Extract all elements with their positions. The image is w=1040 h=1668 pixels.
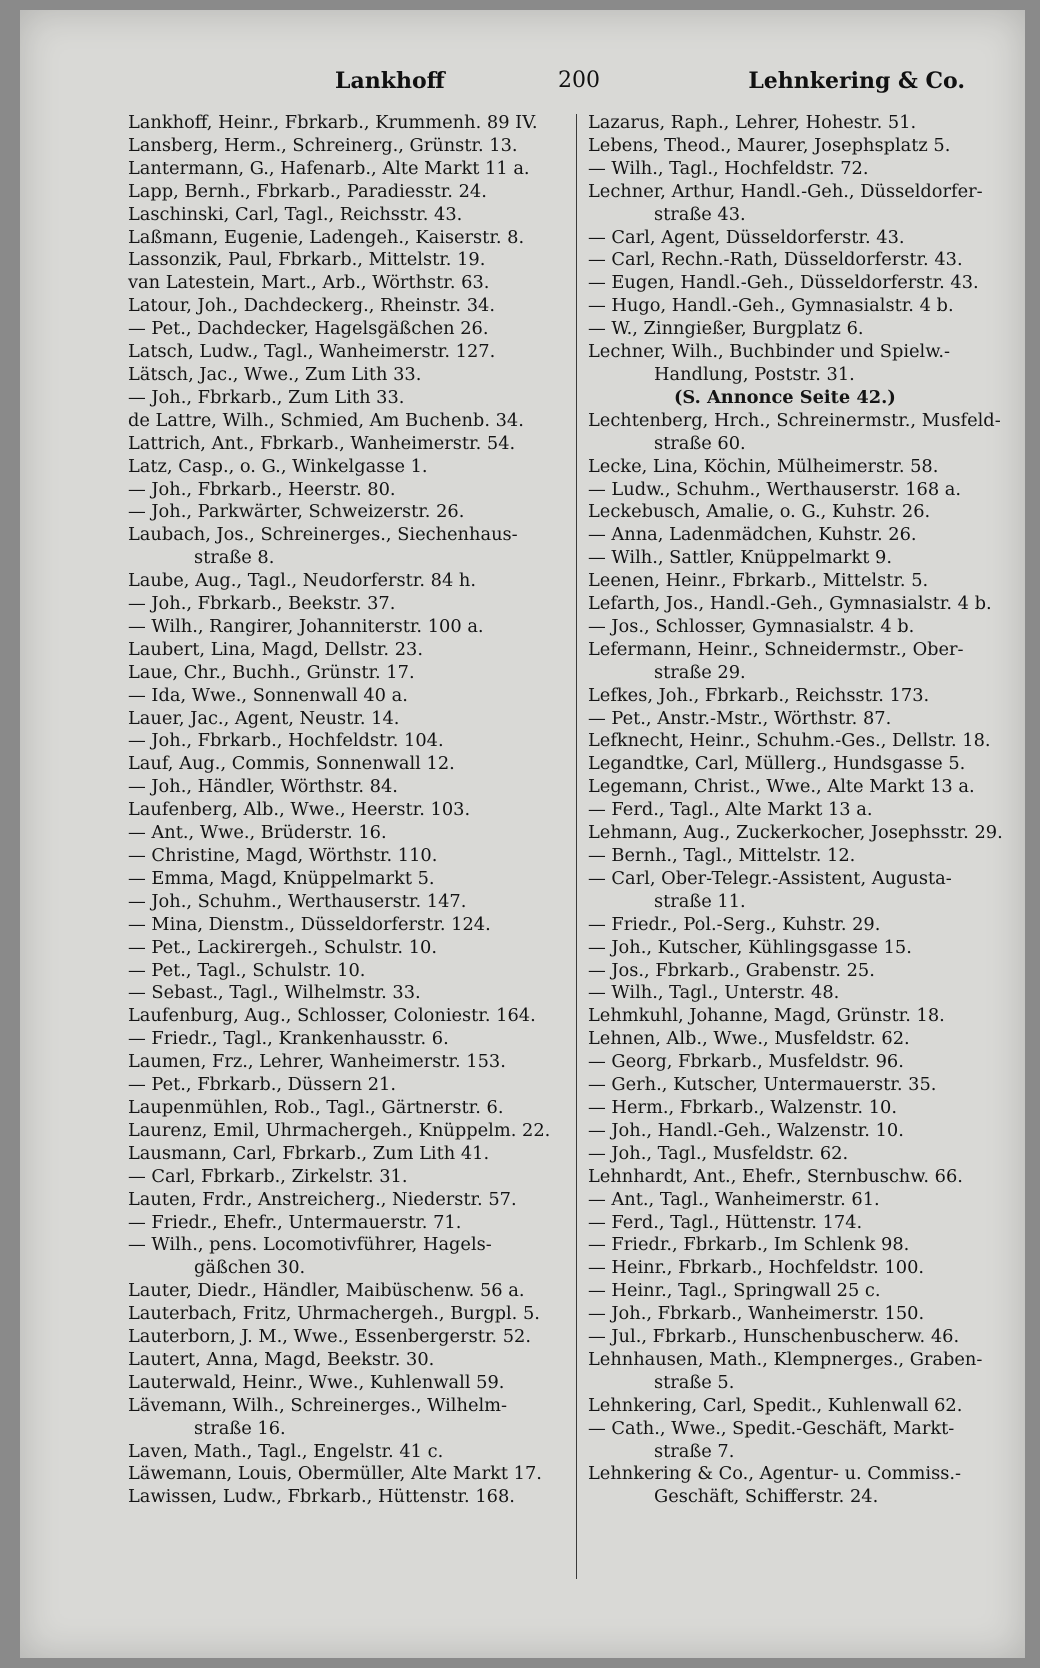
directory-entry: — Carl, Agent, Düsseldorferstr. 43. [588,226,905,248]
directory-entry: — Joh., Tagl., Musfeldstr. 62. [588,1142,849,1164]
directory-entry: Läwemann, Louis, Obermüller, Alte Markt 17. [128,1463,542,1485]
directory-entry: — Christine, Magd, Wörthstr. 110. [128,845,438,866]
directory-entry: Lankhoff, Heinr., Fbrkarb., Krummenh. 89 IV. [128,112,538,133]
directory-entry: — Anna, Ladenmädchen, Kuhstr. 26. [588,524,917,546]
directory-entry: — Carl, Rechn.-Rath, Düsseldorferstr. 43. [588,249,963,271]
directory-entry: — Joh., Parkwärter, Schweizerstr. 26. [128,501,465,523]
directory-entry: — Ida, Wwe., Sonnenwall 40 a. [128,684,408,706]
directory-entry: Lechner, Arthur, Handl.-Geh., Düsseldorfer- [588,180,983,202]
column-divider [576,114,577,1579]
entry-continuation: straße 11. [654,890,746,912]
directory-entry: — Wilh., Sattler, Knüppelmarkt 9. [588,547,892,569]
directory-entry: Lechner, Wilh., Buchbinder und Spielw.- [588,341,950,363]
directory-entry: Laufenburg, Aug., Schlosser, Coloniestr. 164. [128,1005,536,1027]
entry-continuation: Geschäft, Schifferstr. 24. [654,1486,879,1508]
directory-entry: — Ferd., Tagl., Alte Markt 13 a. [588,799,873,821]
directory-entry: — Sebast., Tagl., Wilhelmstr. 33. [128,982,421,1004]
directory-entry: — Joh., Fbrkarb., Beekstr. 37. [128,593,396,615]
directory-entry: Laue, Chr., Buchh., Grünstr. 17. [128,661,415,683]
header-right-keyword: Lehnkering & Co. [748,68,965,94]
directory-entry: Lefermann, Heinr., Schneidermstr., Ober- [588,638,964,660]
directory-entry: — Joh., Fbrkarb., Heerstr. 80. [128,478,396,500]
directory-entry: Lehmkuhl, Johanne, Magd, Grünstr. 18. [588,1005,945,1027]
directory-entry: — Bernh., Tagl., Mittelstr. 12. [588,845,856,866]
directory-entry: Lechtenberg, Hrch., Schreinermstr., Musfeld- [588,409,1001,431]
directory-entry: van Latestein, Mart., Arb., Wörthstr. 63. [128,272,490,294]
directory-entry: — Hugo, Handl.-Geh., Gymnasialstr. 4 b. [588,295,954,317]
directory-entry: Leenen, Heinr., Fbrkarb., Mittelstr. 5. [588,570,929,592]
directory-entry: Laßmann, Eugenie, Ladengeh., Kaiserstr. 8. [128,226,525,248]
entry-continuation: straße 43. [654,203,746,225]
entry-continuation: straße 16. [194,1417,286,1439]
directory-entry: — Cath., Wwe., Spedit.-Geschäft, Markt- [588,1417,955,1439]
entry-continuation: gäßchen 30. [194,1257,306,1279]
directory-entry: Leckebusch, Amalie, o. G., Kuhstr. 26. [588,501,931,523]
directory-entry: — Joh., Kutscher, Kühlingsgasse 15. [588,936,912,958]
directory-entry: Lehnhausen, Math., Klempnerges., Graben- [588,1348,983,1370]
directory-entry: Laubach, Jos., Schreinerges., Siechenhaus- [128,524,518,546]
directory-entry: Latsch, Ludw., Tagl., Wanheimerstr. 127. [128,341,496,363]
directory-entry: — Joh., Fbrkarb., Hochfeldstr. 104. [128,730,444,752]
directory-entry: Lehmann, Aug., Zuckerkocher, Josephsstr. 29. [588,822,1003,844]
directory-entry: — Ant., Wwe., Brüderstr. 16. [128,822,387,844]
directory-entry: Lautert, Anna, Magd, Beekstr. 30. [128,1348,435,1370]
directory-entry: Laubert, Lina, Magd, Dellstr. 23. [128,638,423,660]
directory-entry: Lazarus, Raph., Lehrer, Hohestr. 51. [588,112,917,133]
directory-entry: — Wilh., Rangirer, Johanniterstr. 100 a. [128,615,484,637]
directory-entry: Lauten, Frdr., Anstreicherg., Niederstr. 57. [128,1188,517,1210]
directory-entry: Lattrich, Ant., Fbrkarb., Wanheimerstr. 54. [128,432,516,454]
directory-entry: — Pet., Fbrkarb., Düssern 21. [128,1074,397,1096]
directory-entry: — Heinr., Tagl., Springwall 25 c. [588,1280,881,1302]
entry-continuation: straße 5. [654,1371,735,1393]
directory-entry: — Friedr., Fbrkarb., Im Schlenk 98. [588,1234,910,1256]
directory-entry: Legemann, Christ., Wwe., Alte Markt 13 a. [588,776,975,798]
directory-entry: Lehnkering & Co., Agentur- u. Commiss.- [588,1463,961,1485]
directory-entry: — W., Zinngießer, Burgplatz 6. [588,318,864,340]
directory-entry: — Pet., Dachdecker, Hagelsgäßchen 26. [128,318,489,340]
directory-entry: Lauterbach, Fritz, Uhrmachergeh., Burgpl. 5. [128,1303,540,1325]
directory-entry: — Jul., Fbrkarb., Hunschenbuscherw. 46. [588,1326,960,1348]
page-number: 200 [558,68,600,93]
directory-entry: — Ludw., Schuhm., Werthauserstr. 168 a. [588,478,962,500]
directory-entry: Laube, Aug., Tagl., Neudorferstr. 84 h. [128,570,477,592]
directory-entry: Lauterwald, Heinr., Wwe., Kuhlenwall 59. [128,1371,505,1393]
directory-entry: — Wilh., Tagl., Unterstr. 48. [588,982,840,1004]
directory-entry: Lätsch, Jac., Wwe., Zum Lith 33. [128,363,422,385]
entry-continuation: Handlung, Poststr. 31. [654,363,855,385]
directory-entry: — Carl, Ober-Telegr.-Assistent, Augusta- [588,867,952,889]
directory-entry: Lehnkering, Carl, Spedit., Kuhlenwall 62. [588,1394,963,1416]
directory-entry: — Joh., Schuhm., Werthauserstr. 147. [128,890,467,912]
directory-entry: — Jos., Schlosser, Gymnasialstr. 4 b. [588,615,915,637]
directory-entry: — Joh., Händler, Wörthstr. 84. [128,776,398,798]
directory-entry: Lebens, Theod., Maurer, Josephsplatz 5. [588,134,951,156]
directory-entry: Lävemann, Wilh., Schreinerges., Wilhelm- [128,1394,508,1416]
directory-entry: Lauterborn, J. M., Wwe., Essenbergerstr. 52. [128,1326,531,1348]
directory-entry: Legandtke, Carl, Müllerg., Hundsgasse 5. [588,753,966,775]
directory-entry: — Pet., Anstr.-Mstr., Wörthstr. 87. [588,707,892,729]
left-column [128,112,568,1509]
directory-entry: — Friedr., Ehefr., Untermauerstr. 71. [128,1211,462,1233]
directory-entry: — Friedr., Tagl., Krankenhausstr. 6. [128,1028,449,1050]
directory-entry: Lefkes, Joh., Fbrkarb., Reichsstr. 173. [588,684,930,706]
entry-continuation: straße 8. [194,547,275,569]
directory-entry: Lehnen, Alb., Wwe., Musfeldstr. 62. [588,1028,910,1050]
directory-entry: Lausmann, Carl, Fbrkarb., Zum Lith 41. [128,1142,490,1164]
directory-entry: Lefknecht, Heinr., Schuhm.-Ges., Dellstr. 18. [588,730,991,752]
directory-entry: — Carl, Fbrkarb., Zirkelstr. 31. [128,1165,408,1187]
directory-entry: Lantermann, G., Hafenarb., Alte Markt 11 a. [128,157,530,179]
right-column [588,112,1028,1509]
directory-entry: Lefarth, Jos., Handl.-Geh., Gymnasialstr. 4 b. [588,593,992,615]
directory-entry: Laufenberg, Alb., Wwe., Heerstr. 103. [128,799,471,821]
directory-entry: Lawissen, Ludw., Fbrkarb., Hüttenstr. 168. [128,1486,515,1508]
directory-entry: — Gerh., Kutscher, Untermauerstr. 35. [588,1074,937,1096]
annonce-note: (S. Annonce Seite 42.) [674,386,896,408]
directory-entry: Latour, Joh., Dachdeckerg., Rheinstr. 34. [128,295,495,317]
entry-continuation: straße 7. [654,1440,735,1462]
directory-entry: — Mina, Dienstm., Düsseldorferstr. 124. [128,913,491,935]
directory-entry: — Pet., Lackirergeh., Schulstr. 10. [128,936,438,958]
directory-entry: Latz, Casp., o. G., Winkelgasse 1. [128,455,428,477]
directory-entry: — Jos., Fbrkarb., Grabenstr. 25. [588,959,875,981]
directory-entry: de Lattre, Wilh., Schmied, Am Buchenb. 34. [128,409,524,431]
directory-entry: Laupenmühlen, Rob., Tagl., Gärtnerstr. 6. [128,1096,504,1118]
page-header [110,68,965,104]
directory-entry: Lauf, Aug., Commis, Sonnenwall 12. [128,753,455,775]
directory-entry: — Wilh., pens. Locomotivführer, Hagels- [128,1234,492,1256]
directory-entry: — Ferd., Tagl., Hüttenstr. 174. [588,1211,863,1233]
directory-entry: — Herm., Fbrkarb., Walzenstr. 10. [588,1096,897,1118]
directory-entry: Laurenz, Emil, Uhrmachergeh., Knüppelm. 22. [128,1119,551,1141]
directory-entry: Laven, Math., Tagl., Engelstr. 41 c. [128,1440,444,1462]
directory-entry: — Joh., Fbrkarb., Wanheimerstr. 150. [588,1303,925,1325]
directory-entry: — Friedr., Pol.-Serg., Kuhstr. 29. [588,913,881,935]
directory-entry: — Wilh., Tagl., Hochfeldstr. 72. [588,157,869,179]
directory-entry: — Joh., Fbrkarb., Zum Lith 33. [128,386,405,408]
directory-entry: Laumen, Frz., Lehrer, Wanheimerstr. 153. [128,1051,506,1073]
directory-entry: — Joh., Handl.-Geh., Walzenstr. 10. [588,1119,904,1141]
directory-entry: Lassonzik, Paul, Fbrkarb., Mittelstr. 19. [128,249,486,271]
entry-continuation: straße 60. [654,432,746,454]
directory-entry: Lauter, Diedr., Händler, Maibüschenw. 56 a. [128,1280,525,1302]
directory-entry: — Eugen, Handl.-Geh., Düsseldorferstr. 43. [588,272,979,294]
directory-entry: Lansberg, Herm., Schreinerg., Grünstr. 13. [128,134,518,156]
directory-entry: — Georg, Fbrkarb., Musfeldstr. 96. [588,1051,904,1073]
directory-entry: Lapp, Bernh., Fbrkarb., Paradiesstr. 24. [128,180,487,202]
directory-entry: Lecke, Lina, Köchin, Mülheimerstr. 58. [588,455,939,477]
directory-entry: — Emma, Magd, Knüppelmarkt 5. [128,867,435,889]
directory-page [20,10,1025,1658]
directory-entry: — Pet., Tagl., Schulstr. 10. [128,959,366,981]
directory-entry: — Heinr., Fbrkarb., Hochfeldstr. 100. [588,1257,925,1279]
directory-entry: Lauer, Jac., Agent, Neustr. 14. [128,707,400,729]
directory-entry: — Ant., Tagl., Wanheimerstr. 61. [588,1188,880,1210]
directory-entry: Laschinski, Carl, Tagl., Reichsstr. 43. [128,203,463,225]
header-left-keyword: Lankhoff [335,68,445,94]
directory-entry: Lehnhardt, Ant., Ehefr., Sternbuschw. 66. [588,1165,963,1187]
entry-continuation: straße 29. [654,661,746,683]
